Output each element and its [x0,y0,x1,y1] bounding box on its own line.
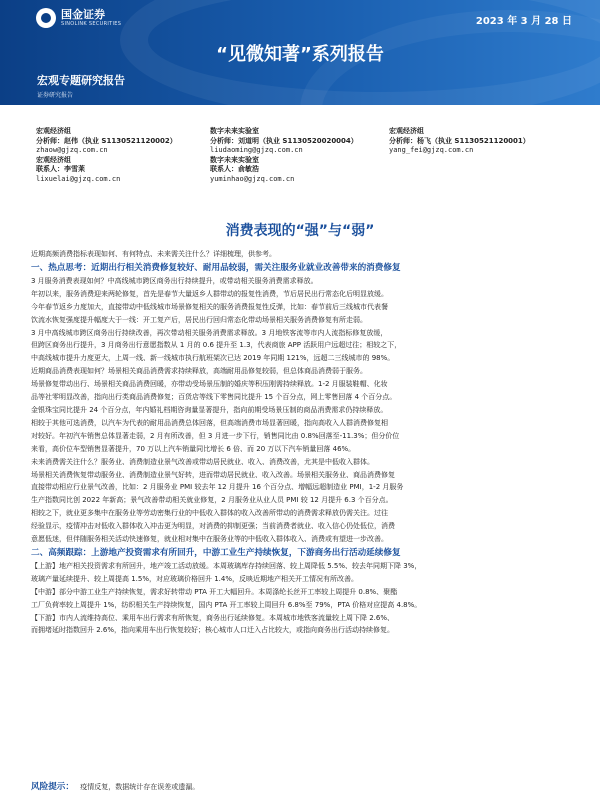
main-title: 消费表现的“强”与“弱” [225,223,375,239]
logo-mark-icon [36,8,56,28]
analyst-name: 分析师：刘道明（执业 S1130520020004） [210,136,358,145]
analyst-name: 分析师：杨飞（执业 S1130521120001） [389,136,530,145]
team-name: 宏观经济组 [36,155,71,164]
body-line: 【上游】地产相关投资需求有所回升，地产竣工活动放缓。本周玻璃库存持续回落、较上周降低 5.5%、较去年同期下降 3%， [31,561,422,570]
report-date: 2023 年 3 月 28 日 [475,16,572,27]
analyst-column [36,127,177,185]
team-name: 数字未来实验室 [210,155,259,164]
body-line: 近期商品消费表现如何？场景相关商品消费需求持续释放，高端耐用品修复较弱，但总体商品消费弱于服务。 [31,367,367,376]
analyst-email: zhaow@gjzq.com.cn [36,146,108,155]
body-line: 【中游】部分中游工业生产持续恢复，需求好转带动 PTA 开工大幅回升。本周涤纶长丝开工率较上周提升 0.8%、聚酯 [31,587,398,596]
team-name: 宏观经济组 [389,127,424,135]
body-line: 金银珠宝同比提升 24 个百分点，年内婚礼档期咨询量显著提升，指向前期受场景压制的商品消费需求仍持续释放。 [31,405,388,414]
contact-name: 联系人：李雪莱 [36,165,85,174]
body-line: 直接带动相应行业景气改善，比如：2 月服务业 PMI 较去年 12 月提升 16 个百分点、增幅远超制造业 PMI，1-2 月服务 [31,483,404,492]
report-category: 证券研究报告 [37,92,74,99]
analyst-column [389,127,530,156]
risk-text: 疫情反复，数据统计存在误差或遗漏。 [80,783,200,791]
body-line: 对较好。年初汽车销售总体显著走弱，2 月有所改善，但 3 月进一步下行，销售同比由 0.8%回落至-11.3%；但分价位 [31,431,400,440]
analyst-name: 分析师：赵伟（执业 S1130521120002） [36,136,177,145]
body-line: 今年春节返乡力度加大，直接带动中低线城市场景修复相关的服务消费报复性反弹，比如：春节前后三线城市代表餐 [31,302,388,311]
report-body [31,248,571,637]
body-line: 工厂负荷率较上周提升 1%，纺织相关生产持续恢复，国内 PTA 开工率较上周回升 6.8%至 79%，PTA 价格对应提高 4.8%。 [31,600,422,609]
body-line: 3 月服务消费表现如何？中高线城市跨区商务出行持续提升，或带动相关服务消费需求释放。 [31,276,318,285]
body-line: 未来消费需关注什么？服务业、消费制造业景气改善或带动居民就业、收入、消费改善，尤其是中低收入群体。 [31,457,374,466]
body-line: 【下游】市内人流维持高位、乘用车出行需求有所恢复，商务出行延续修复。本周城市地铁客流量较上周下降 2.6%、 [31,613,395,622]
body-line: 饮流水恢复强度提升幅度大于一线：开工复产后，居民出行回归常态化带动场景相关服务消费修复有所走弱。 [31,315,367,324]
section-heading: 二、高频跟踪：上游地产投资需求有所回升，中游工业生产持续恢复，下游商务出行活动延续修复 [31,547,401,558]
analyst-column [210,127,358,185]
body-line: 3 月中高线城市跨区商务出行持续改善，再次带动相关服务消费需求释放。3 月地铁客流等市内人流指标修复放缓， [31,328,388,337]
body-line: 而拥堵延时指数回升 2.6%，指向乘用车出行恢复较好；核心城市人口迁入占比较大，或指向商务出行活动持续修复。 [31,626,395,635]
series-title: “见微知著”系列报告 [216,44,384,65]
body-line: 经验显示，疫情冲击对低收入群体收入冲击更为明显，对消费的抑制更强；当前消费者就业、收入信心仍处低位，消费 [31,522,395,531]
body-line: 中高线城市提升力度更大，上周一线、新一线城市执行航班架次已达 2019 年同期 121%，远超二三线城市的 98%。 [31,354,395,363]
contact-email: lixuelai@gjzq.com.cn [36,174,121,183]
logo-name-en: SINOLINK SECURITIES [61,20,122,27]
body-line: 意愿低迷，但伴随服务相关活动快速修复，就业相对集中在服务业等的中低收入群体收入、消费或有望进一步改善。 [31,535,388,544]
risk-notice [31,780,199,792]
risk-label: 风险提示： [31,782,74,792]
body-line: 玻璃产量延续提升、较上周提高 1.5%，对应玻璃价格回升 1.4%，反映近期地产相关开工情况有所改善。 [31,574,359,583]
body-line: 生产指数同比创 2022 年新高；景气改善带动相关就业修复，2 月服务业从业人员 PMI 较 12 月提升 6.3 个百分点。 [31,496,393,505]
report-type: 宏观专题研究报告 [37,74,125,87]
company-logo [36,8,121,28]
section-heading: 一、热点思考：近期出行相关消费修复较好、耐用品较弱，需关注服务业就业改善带来的消费修复 [31,262,401,273]
section-2-body [31,560,571,637]
contact-name: 联系人：俞敏浩 [210,165,259,174]
body-line: 年初以来，服务消费迎来两轮修复，首先是春节大量返乡人群带动的报复性消费，节后居民出行常态化后明显放缓。 [31,289,388,298]
body-line: 相较之下，就业更多集中在服务业等劳动密集行业的中低收入群体的收入改善所带动的消费需求释放仍需关注。过往 [31,509,388,518]
team-name: 宏观经济组 [36,127,71,135]
section-1-body [31,275,571,546]
header-banner [0,0,600,105]
analyst-email: yang_fei@gjzq.com.cn [389,146,474,155]
intro-text: 近期高频消费指标表现如何、有何特点、未来需关注什么？详细梳理，供参考。 [31,250,276,258]
body-line: 品等社零明显改善，指向出行类商品消费修复；百货店等线下零售同比提升 15 个百分点，网上零售回落 4 个百分点。 [31,393,397,402]
analyst-email: liudaoming@gjzq.com.cn [210,146,303,155]
body-line: 场景修复带动出行、场景相关商品消费回暖，亦带动受场景压制的婚庆等积压刚需持续释放。1-2 月服装鞋帽、化妆 [31,380,388,389]
contact-email: yuminhao@gjzq.com.cn [210,174,295,183]
body-line: 来看，高价位车型销售显著提升，70 万以上汽车销量同比增长 6 倍、而 20 万以下汽车销量回落 46%。 [31,444,356,453]
body-line: 相较于其他可选消费，以汽车为代表的耐用品消费总体回落，但高端消费市场显著回暖，指向高收入人群消费修复相 [31,418,388,427]
analyst-info [36,127,576,195]
team-name: 数字未来实验室 [210,127,259,135]
body-line: 场景相关消费恢复带动服务业、消费制造业景气好转，进而带动居民就业、收入改善。场景相关服务业、商品消费修复 [31,470,395,479]
logo-name: 国金证券 [61,7,105,21]
body-line: 但跨区商务出行提升，3 月商务出行意愿指数从 1 月的 0.6 提升至 1.3，代表商旅 APP 活跃用户远超过往；相较之下， [31,341,402,350]
